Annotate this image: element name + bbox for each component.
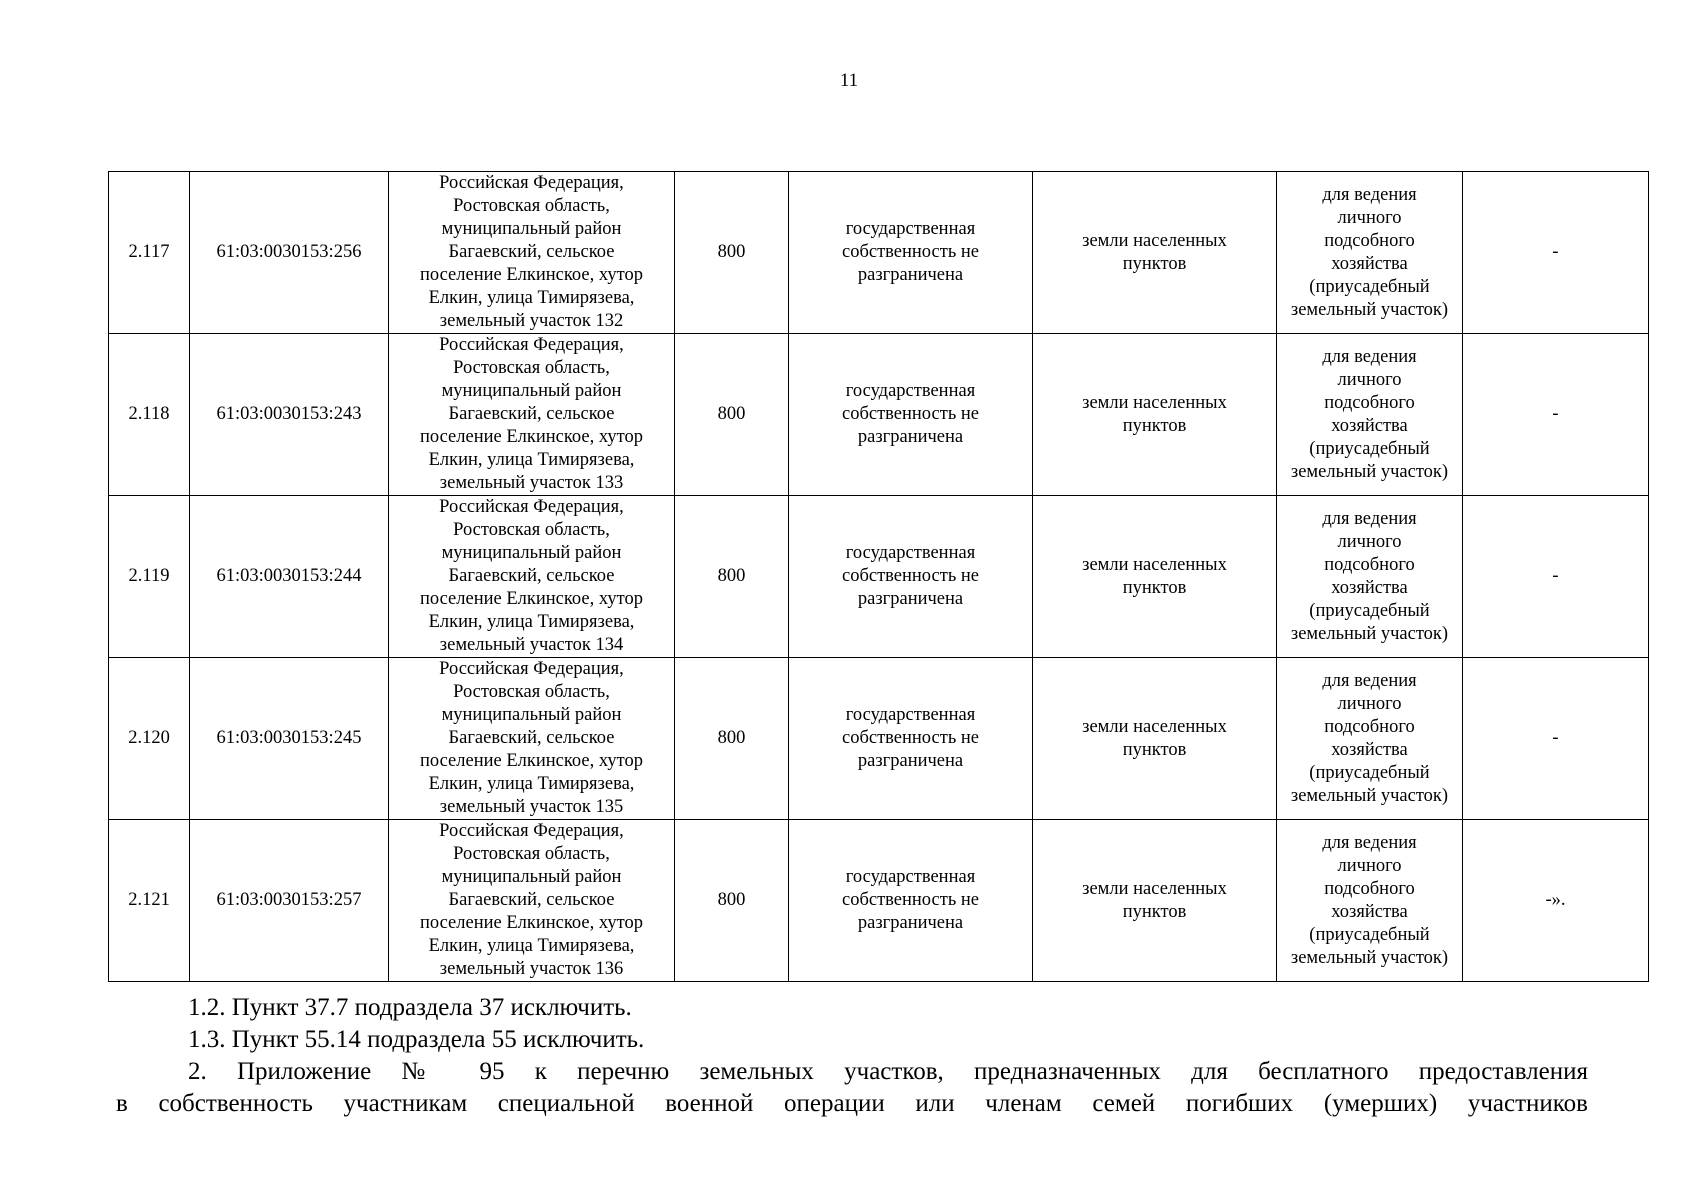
cell-land-category-line: пунктов [1122, 901, 1187, 922]
table-row [109, 172, 1649, 334]
cell-land-category [1033, 172, 1277, 334]
cell-number: 2.118 [109, 334, 190, 496]
cell-note: - [1463, 496, 1649, 658]
cell-cadastral-number: 61:03:0030153:256 [190, 172, 389, 334]
cell-permitted-use [1277, 658, 1463, 820]
paragraph-2-line-1: 2. Приложение № 95 к перечню земельных участков, предназначенных для бесплатного предоставления [188, 1058, 1588, 1085]
cell-ownership-line: государственная [845, 219, 976, 239]
cell-cadastral-number: 61:03:0030153:243 [190, 334, 389, 496]
cell-land-category-line: пунктов [1122, 253, 1187, 274]
cell-permitted-use-line: хозяйства [1331, 901, 1408, 922]
cell-address-line: Елкин, улица Тимирязева, [428, 612, 635, 632]
cell-permitted-use-line: для ведения [1322, 184, 1417, 205]
cell-address-line: Багаевский, сельское [448, 728, 615, 748]
cell-ownership-line: разграничена [857, 265, 964, 285]
cell-ownership-line: государственная [845, 705, 976, 725]
cell-area: 800 [675, 334, 789, 496]
cell-permitted-use-line: подсобного [1324, 230, 1415, 251]
cell-permitted-use-line: для ведения [1322, 670, 1417, 691]
cell-permitted-use-line: (приусадебный [1309, 600, 1430, 621]
cell-land-category [1033, 334, 1277, 496]
paragraph-1-3: 1.3. Пункт 55.14 подраздела 55 исключить. [188, 1026, 645, 1053]
cell-land-category-line: пунктов [1122, 739, 1187, 760]
cell-land-category-line: пунктов [1122, 577, 1187, 598]
cell-address-line: муниципальный район [441, 219, 622, 239]
cell-land-category-line: земли населенных [1082, 878, 1227, 899]
cell-note: - [1463, 334, 1649, 496]
cell-land-category-line: земли населенных [1082, 716, 1227, 737]
cell-address [389, 334, 675, 496]
cell-permitted-use-line: подсобного [1324, 392, 1415, 413]
cell-land-category [1033, 820, 1277, 982]
cell-address-line: Багаевский, сельское [448, 566, 615, 586]
cell-land-category-line: земли населенных [1082, 392, 1227, 413]
cell-address-line: Елкин, улица Тимирязева, [428, 288, 635, 308]
table-row [109, 820, 1649, 982]
cell-permitted-use-line: личного [1337, 693, 1402, 714]
cell-permitted-use-line: для ведения [1322, 346, 1417, 367]
cell-permitted-use-line: (приусадебный [1309, 762, 1430, 783]
cell-address-line: Ростовская область, [453, 520, 610, 540]
cell-permitted-use-line: личного [1337, 207, 1402, 228]
cell-land-category-line: земли населенных [1082, 230, 1227, 251]
paragraph-2-line-2: в собственность участникам специальной военной операции или членам семей погибших (умерших) участников [116, 1090, 1588, 1117]
cell-number: 2.120 [109, 658, 190, 820]
cell-address-line: земельный участок 134 [439, 635, 624, 655]
cell-address-line: Багаевский, сельское [448, 242, 615, 262]
cell-number: 2.121 [109, 820, 190, 982]
cell-cadastral-number: 61:03:0030153:245 [190, 658, 389, 820]
cell-address-line: земельный участок 136 [439, 959, 624, 979]
cell-ownership [789, 496, 1033, 658]
cell-area: 800 [675, 496, 789, 658]
cell-permitted-use-line: подсобного [1324, 716, 1415, 737]
cell-address-line: Елкин, улица Тимирязева, [428, 936, 635, 956]
land-plots-table [108, 171, 1649, 982]
cell-ownership-line: государственная [845, 381, 976, 401]
cell-area: 800 [675, 172, 789, 334]
cell-land-category [1033, 658, 1277, 820]
table-row [109, 334, 1649, 496]
cell-ownership-line: собственность не [842, 404, 979, 424]
cell-land-category-line: земли населенных [1082, 554, 1227, 575]
cell-permitted-use-line: подсобного [1324, 878, 1415, 899]
cell-permitted-use-line: (приусадебный [1309, 924, 1430, 945]
cell-permitted-use-line: (приусадебный [1309, 438, 1430, 459]
cell-note: -». [1463, 820, 1649, 982]
cell-address [389, 496, 675, 658]
cell-permitted-use [1277, 496, 1463, 658]
cell-address-line: земельный участок 132 [439, 311, 624, 331]
cell-address-line: поселение Елкинское, хутор [420, 589, 643, 609]
cell-ownership [789, 658, 1033, 820]
cell-permitted-use-line: подсобного [1324, 554, 1415, 575]
cell-ownership-line: разграничена [857, 751, 964, 771]
cell-address-line: Российская Федерация, [439, 335, 624, 355]
cell-address-line: Ростовская область, [453, 358, 610, 378]
cell-area: 800 [675, 820, 789, 982]
cell-permitted-use-line: земельный участок) [1290, 623, 1449, 644]
cell-address-line: поселение Елкинское, хутор [420, 427, 643, 447]
cell-note: - [1463, 658, 1649, 820]
cell-permitted-use-line: хозяйства [1331, 415, 1408, 436]
cell-cadastral-number: 61:03:0030153:244 [190, 496, 389, 658]
cell-permitted-use [1277, 820, 1463, 982]
table-row [109, 496, 1649, 658]
cell-address-line: муниципальный район [441, 867, 622, 887]
cell-address-line: Елкин, улица Тимирязева, [428, 450, 635, 470]
cell-permitted-use-line: хозяйства [1331, 739, 1408, 760]
cell-ownership-line: разграничена [857, 427, 964, 447]
cell-address [389, 658, 675, 820]
cell-address-line: Багаевский, сельское [448, 890, 615, 910]
cell-address-line: поселение Елкинское, хутор [420, 913, 643, 933]
cell-permitted-use-line: личного [1337, 369, 1402, 390]
cell-permitted-use-line: земельный участок) [1290, 299, 1449, 320]
cell-permitted-use-line: личного [1337, 855, 1402, 876]
cell-permitted-use-line: земельный участок) [1290, 947, 1449, 968]
cell-address [389, 820, 675, 982]
cell-address-line: Елкин, улица Тимирязева, [428, 774, 635, 794]
cell-note: - [1463, 172, 1649, 334]
cell-address-line: муниципальный район [441, 381, 622, 401]
cell-ownership-line: собственность не [842, 728, 979, 748]
cell-ownership [789, 172, 1033, 334]
cell-ownership-line: собственность не [842, 242, 979, 262]
cell-address-line: Российская Федерация, [439, 821, 624, 841]
cell-ownership-line: разграничена [857, 589, 964, 609]
cell-address-line: муниципальный район [441, 705, 622, 725]
cell-cadastral-number: 61:03:0030153:257 [190, 820, 389, 982]
cell-permitted-use-line: (приусадебный [1309, 276, 1430, 297]
cell-ownership-line: разграничена [857, 913, 964, 933]
cell-permitted-use [1277, 334, 1463, 496]
cell-address-line: поселение Елкинское, хутор [420, 265, 643, 285]
cell-permitted-use-line: земельный участок) [1290, 461, 1449, 482]
cell-ownership-line: государственная [845, 867, 976, 887]
body-text [116, 992, 1588, 1120]
cell-ownership [789, 334, 1033, 496]
page-number: 11 [839, 70, 859, 91]
cell-permitted-use-line: личного [1337, 531, 1402, 552]
paragraph-1-2: 1.2. Пункт 37.7 подраздела 37 исключить. [188, 994, 632, 1021]
cell-permitted-use-line: хозяйства [1331, 577, 1408, 598]
cell-ownership [789, 820, 1033, 982]
cell-address-line: Российская Федерация, [439, 659, 624, 679]
cell-permitted-use-line: для ведения [1322, 832, 1417, 853]
cell-address-line: земельный участок 133 [439, 473, 624, 493]
table-body [109, 172, 1649, 982]
cell-number: 2.117 [109, 172, 190, 334]
cell-ownership-line: государственная [845, 543, 976, 563]
cell-address-line: Российская Федерация, [439, 173, 624, 193]
table-row [109, 658, 1649, 820]
cell-address-line: Российская Федерация, [439, 497, 624, 517]
cell-land-category-line: пунктов [1122, 415, 1187, 436]
cell-permitted-use [1277, 172, 1463, 334]
cell-address-line: Багаевский, сельское [448, 404, 615, 424]
cell-address-line: земельный участок 135 [439, 797, 624, 817]
cell-address-line: муниципальный район [441, 543, 622, 563]
cell-permitted-use-line: хозяйства [1331, 253, 1408, 274]
cell-land-category [1033, 496, 1277, 658]
cell-address [389, 172, 675, 334]
cell-permitted-use-line: для ведения [1322, 508, 1417, 529]
cell-ownership-line: собственность не [842, 566, 979, 586]
cell-address-line: Ростовская область, [453, 196, 610, 216]
cell-permitted-use-line: земельный участок) [1290, 785, 1449, 806]
cell-address-line: поселение Елкинское, хутор [420, 751, 643, 771]
cell-ownership-line: собственность не [842, 890, 979, 910]
cell-area: 800 [675, 658, 789, 820]
cell-number: 2.119 [109, 496, 190, 658]
cell-address-line: Ростовская область, [453, 682, 610, 702]
cell-address-line: Ростовская область, [453, 844, 610, 864]
